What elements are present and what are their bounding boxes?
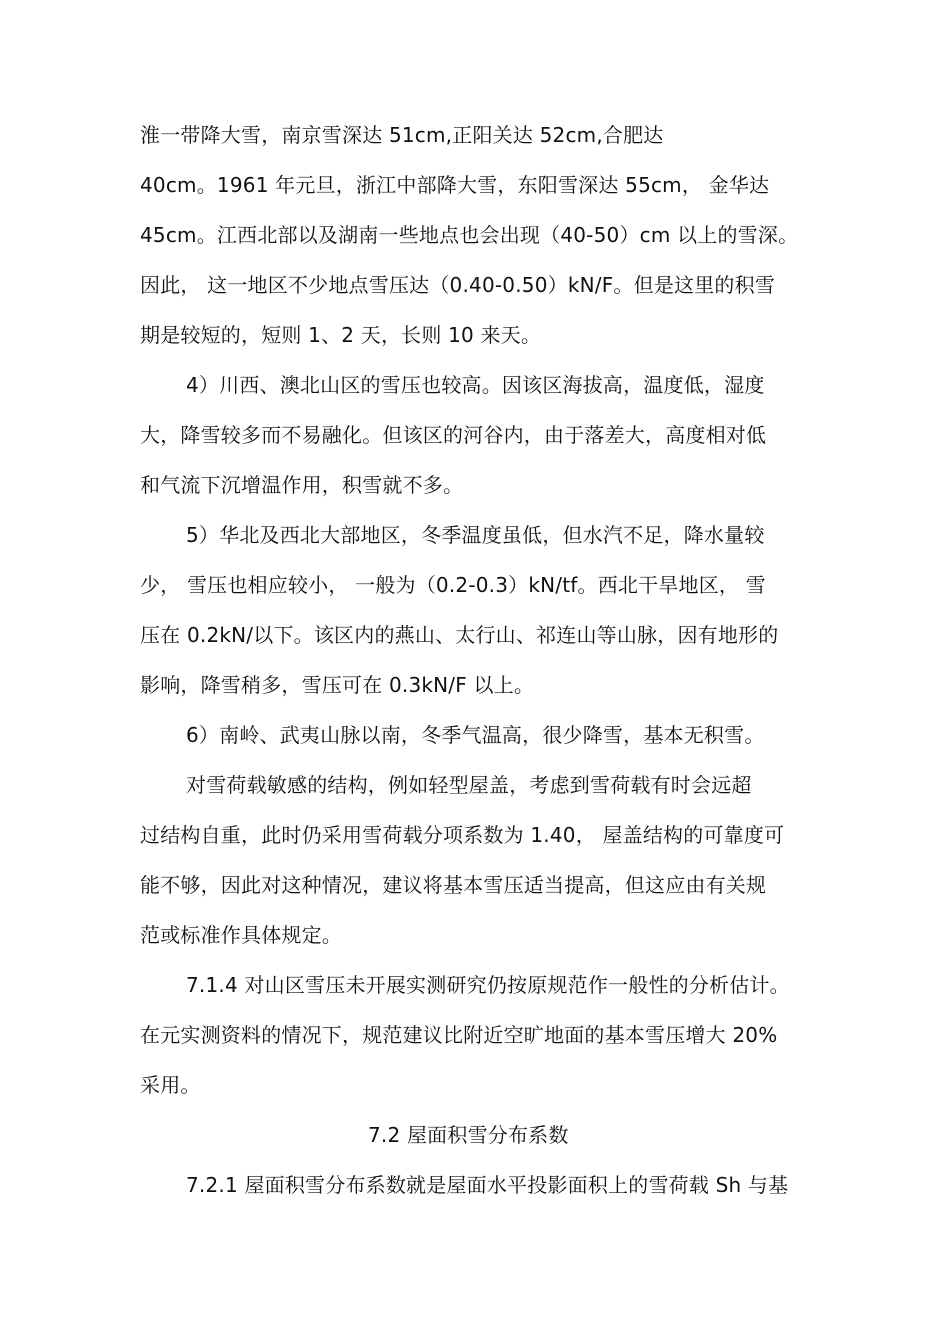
text-line: 过结构自重，此时仍采用雪荷载分项系数为 1.40， 屋盖结构的可靠度可	[140, 823, 785, 847]
section-heading: 7.2 屋面积雪分布系数	[368, 1123, 569, 1147]
text-line: 大，降雪较多而不易融化。但该区的河谷内，由于落差大，高度相对低	[140, 423, 767, 447]
paragraph-start-line: 6）南岭、武夷山脉以南，冬季气温高，很少降雪，基本无积雪。	[186, 723, 765, 747]
text-line: 40cm。1961 年元旦，浙江中部降大雪，东阳雪深达 55cm， 金华达	[140, 173, 770, 197]
paragraph-start-line: 对雪荷载敏感的结构，例如轻型屋盖，考虑到雪荷载有时会远超	[186, 773, 752, 797]
text-line: 因此， 这一地区不少地点雪压达（0.40-0.50）kN/F。但是这里的积雪	[140, 273, 776, 297]
text-line: 压在 0.2kN/以下。该区内的燕山、太行山、祁连山等山脉，因有地形的	[140, 623, 779, 647]
text-line: 45cm。江西北部以及湖南一些地点也会出现（40-50）cm 以上的雪深。	[140, 223, 799, 247]
paragraph-start-line: 7.1.4 对山区雪压未开展实测研究仍按原规范作一般性的分析估计。	[186, 973, 790, 997]
text-line: 采用。	[140, 1073, 201, 1097]
text-line: 淮一带降大雪，南京雪深达 51cm,正阳关达 52cm,合肥达	[140, 123, 664, 147]
paragraph-start-line: 5）华北及西北大部地区，冬季温度虽低，但水汽不足，降水量较	[186, 523, 765, 547]
text-line: 期是较短的，短则 1、2 天，长则 10 来天。	[140, 323, 542, 347]
paragraph-start-line: 4）川西、澳北山区的雪压也较高。因该区海拔高，温度低，湿度	[186, 373, 765, 397]
text-line: 能不够，因此对这种情况，建议将基本雪压适当提高，但这应由有关规	[140, 873, 767, 897]
text-line: 范或标准作具体规定。	[140, 923, 342, 947]
text-line: 在元实测资料的情况下，规范建议比附近空旷地面的基本雪压增大 20%	[140, 1023, 778, 1047]
text-line: 影响，降雪稍多，雪压可在 0.3kN/F 以上。	[140, 673, 535, 697]
text-line: 和气流下沉增温作用，积雪就不多。	[140, 473, 464, 497]
paragraph-start-line: 7.2.1 屋面积雪分布系数就是屋面水平投影面积上的雪荷载 Sh 与基	[186, 1173, 789, 1197]
text-line: 少， 雪压也相应较小， 一般为（0.2-0.3）kN/tf。西北干旱地区， 雪	[140, 573, 766, 597]
